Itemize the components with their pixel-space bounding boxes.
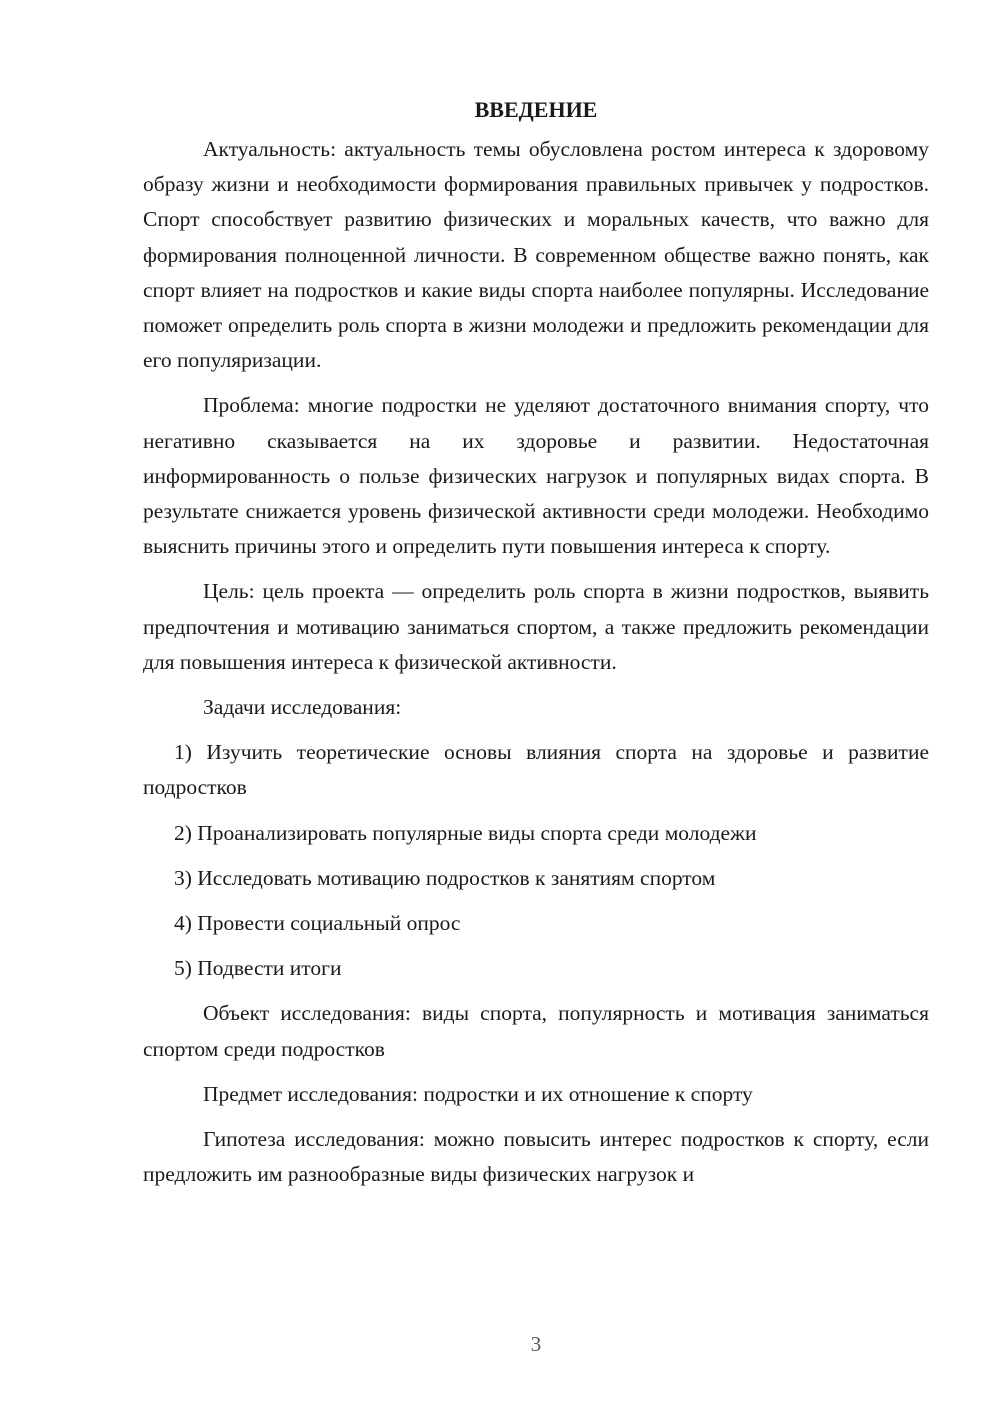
task-item: 2) Проанализировать популярные виды спорта среди молодежи [174,820,757,845]
task-item: 1) Изучить теоретические основы влияния спорта на здоровье и развитие подростков [143,740,929,800]
subject-paragraph: Предмет исследования: подростки и их отношение к спорту [203,1081,753,1106]
task-item: 4) Провести социальный опрос [174,911,461,936]
hypothesis-paragraph: Гипотеза исследования: можно повысить интерес подростков к спорту, если предложить им разнообразные виды физических нагрузок и [143,1127,929,1187]
page-number: 3 [530,1332,542,1356]
tasks-title: Задачи исследования: [203,695,402,720]
task-item: 3) Исследовать мотивацию подростков к занятиям спортом [174,865,716,890]
document-page [143,92,929,1202]
relevance-paragraph: Актуальность: актуальность темы обусловлена ростом интереса к здоровому образу жизни и необходимости формирования правильных привычек у подростков. Спорт способствует развитию физических и моральных качеств, что важно для формирования полноценной личности. В современном обществе важно понять, как спорт влияет на подростков и какие виды спорта наиболее популярны. Исследование поможет определить роль спорта в жизни молодежи и предложить рекомендации для его популяризации. [143,137,929,373]
problem-paragraph: Проблема: многие подростки не уделяют достаточного внимания спорту, что негативно сказывается на их здоровье и развитии. Недостаточная информированность о пользе физических нагрузок и популярных видах спорта. В результате снижается уровень физической активности среди молодежи. Необходимо выяснить причины этого и определить пути повышения интереса к спорту. [143,393,929,559]
section-heading: ВВЕДЕНИЕ [474,97,598,122]
object-paragraph: Объект исследования: виды спорта, популярность и мотивация заниматься спортом среди подростков [143,1001,929,1061]
goal-paragraph: Цель: цель проекта — определить роль спорта в жизни подростков, выявить предпочтения и мотивацию заниматься спортом, а также предложить рекомендации для повышения интереса к физической активности. [143,579,929,674]
task-item: 5) Подвести итоги [174,956,342,981]
